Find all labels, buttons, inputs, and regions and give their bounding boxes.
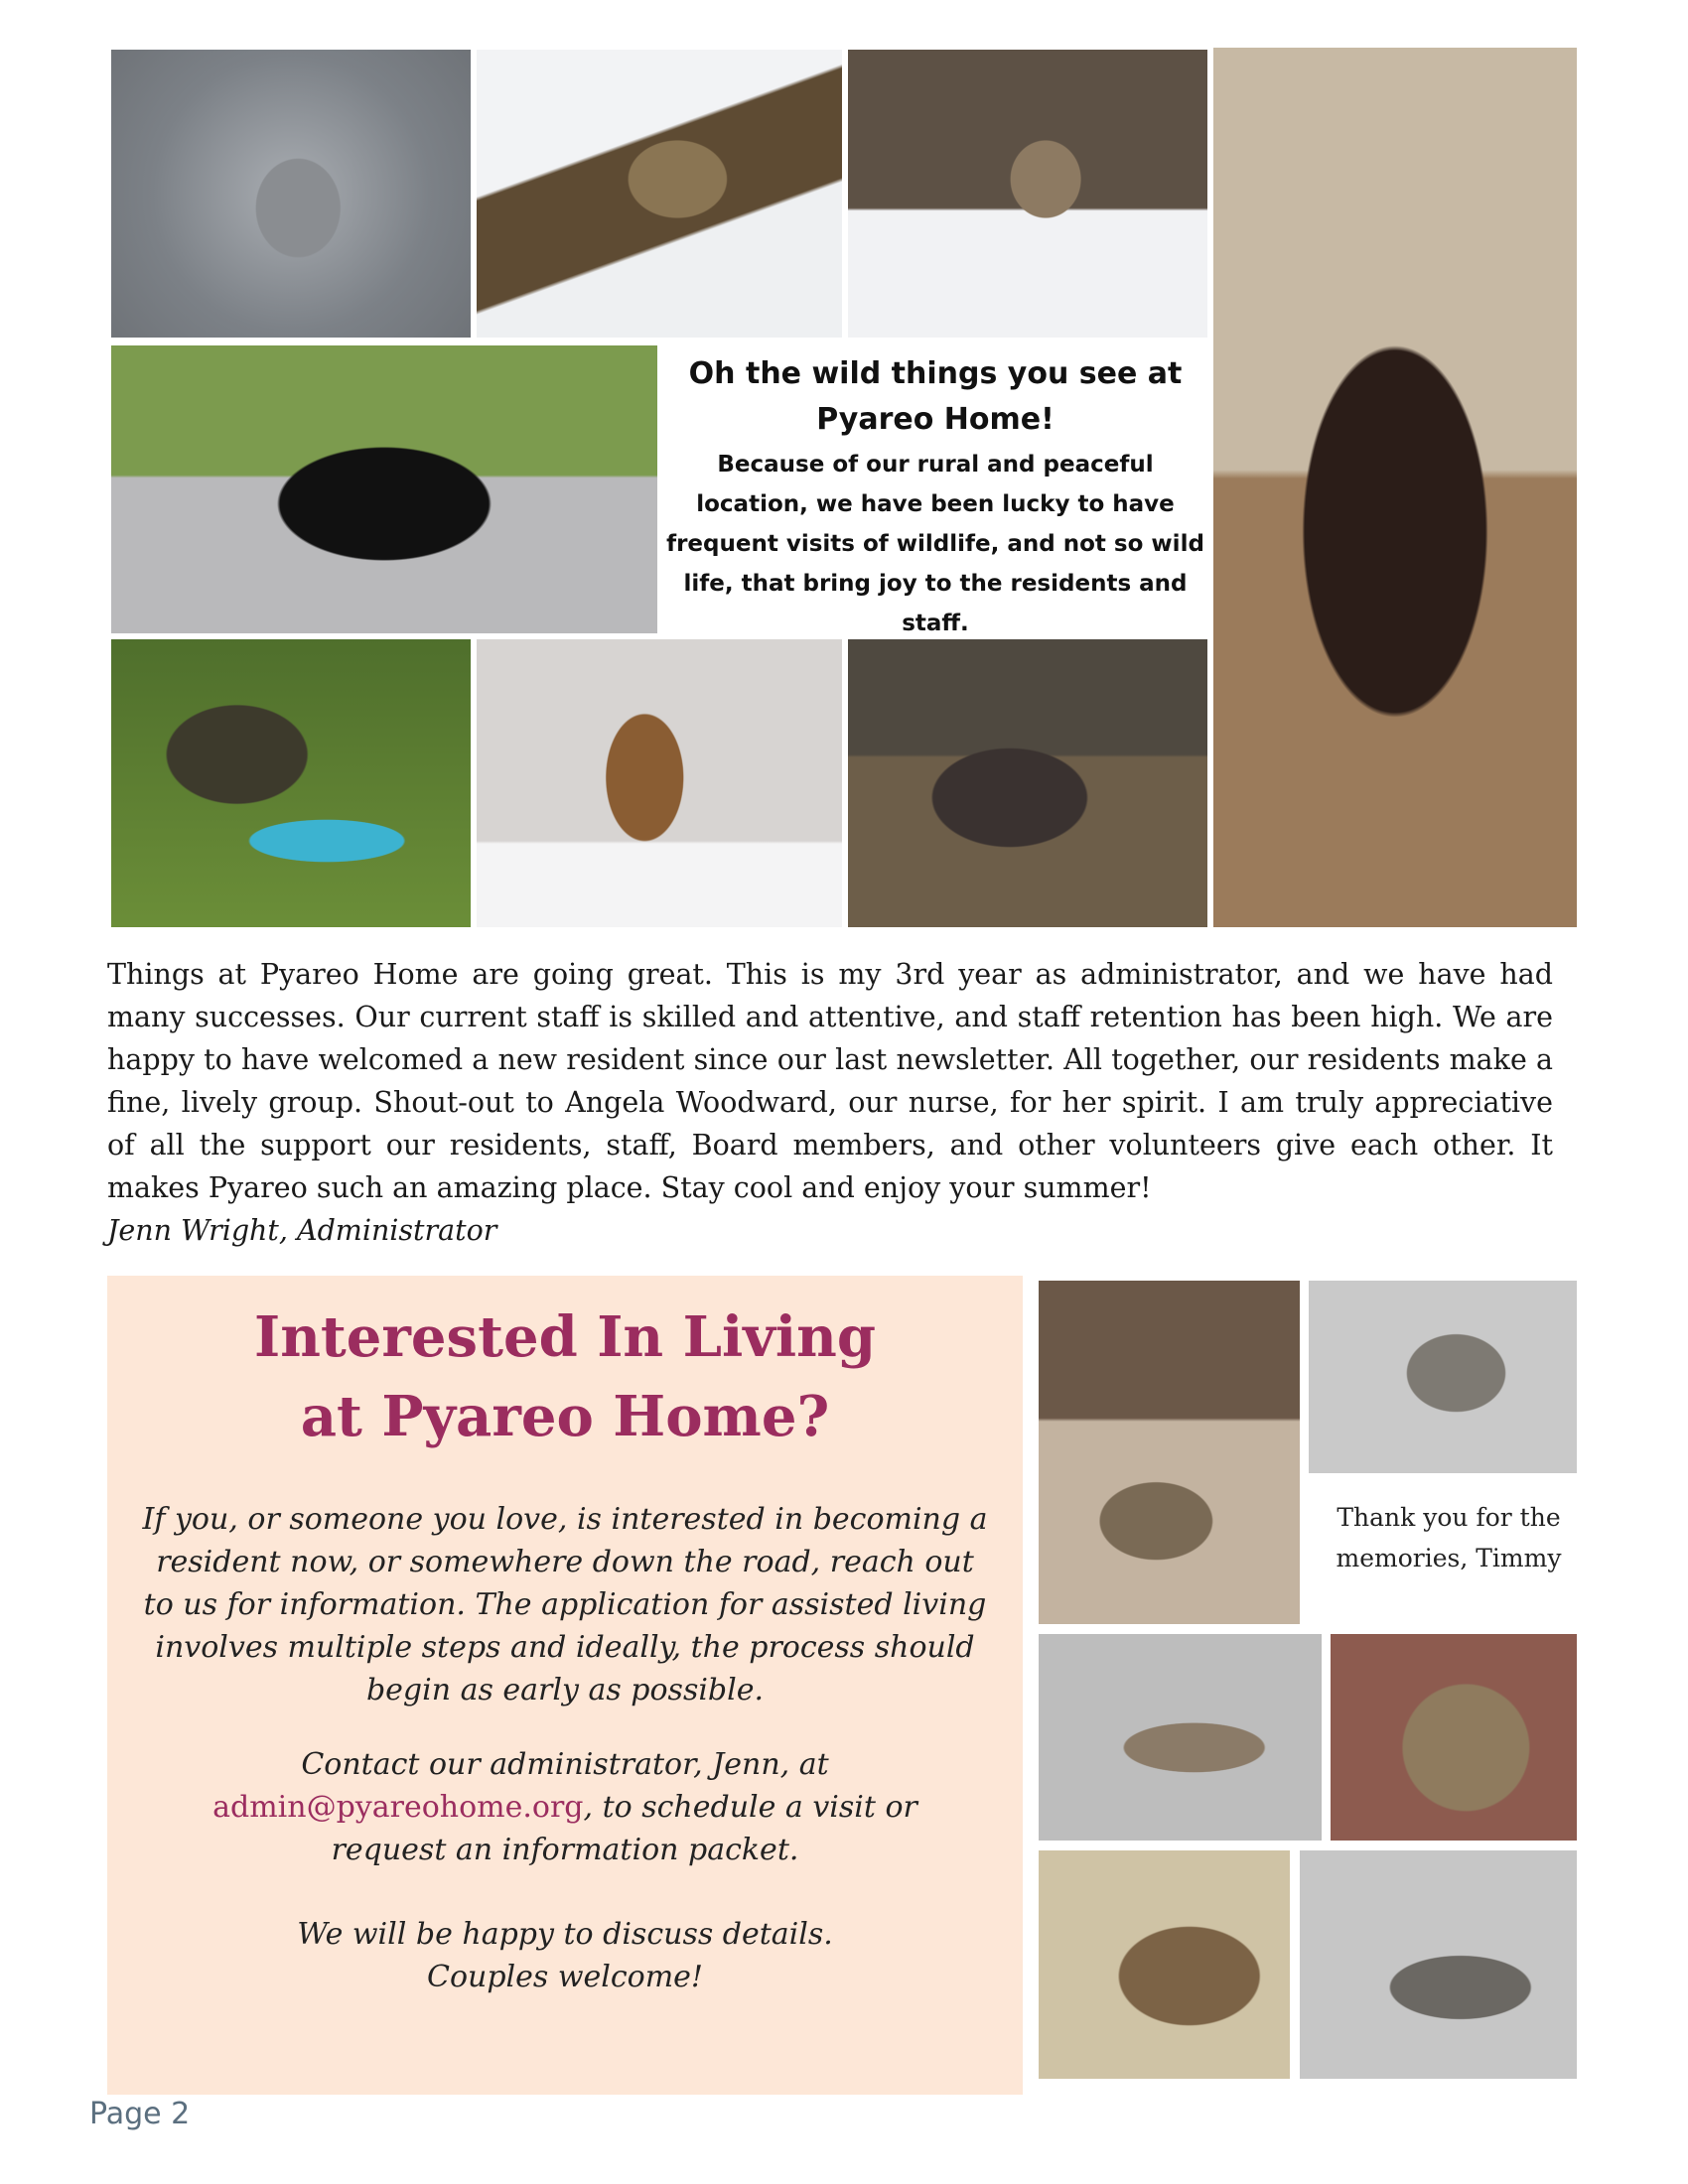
photo-cat-rolling (1039, 1634, 1322, 1841)
photo-cat-sitting (1309, 1281, 1577, 1473)
wildlife-caption-body: Because of our rural and peaceful location, we have been lucky to have frequent visits of wildlife, and not so wild life, that bring joy to the residents and staff. (666, 452, 1204, 636)
wildlife-caption-title: Oh the wild things you see at Pyareo Home! (688, 356, 1183, 437)
contact-email-link[interactable]: admin@pyareohome.org (212, 1790, 584, 1825)
photo-raccoon (111, 639, 471, 927)
wildlife-caption (663, 347, 1207, 637)
photo-deer (848, 50, 1207, 338)
administrator-note-body: Things at Pyareo Home are going great. This is my 3rd year as administrator, and we have had many successes. Our current staff is skilled and attentive, and staff retention has been high. We are happy to have welcomed a new resident since our last newsletter. All together, our residents make a fine, lively group. Shout-out to Angela Woodward, our nurse, for her spirit. I am truly appreciative of all the support our residents, staff, Board members, and other volunteers give each other. It makes Pyareo such an amazing place. Stay cool and enjoy your summer! (107, 958, 1553, 1204)
photo-cat-plants (1039, 1281, 1300, 1624)
interested-living-title: Interested In Living at Pyareo Home? (254, 1304, 876, 1449)
photo-squirrel (111, 50, 471, 338)
photo-turkey (848, 639, 1207, 927)
photo-bear (111, 345, 657, 633)
photo-cat-yawning (1039, 1850, 1290, 2079)
closing-line-2: Couples welcome! (427, 1960, 703, 1994)
photo-bobcat (477, 50, 842, 338)
contact-paragraph (188, 1743, 942, 1871)
closing-line-1: We will be happy to discuss details. (297, 1917, 833, 1952)
cat-tribute-caption: Thank you for the memories, Timmy (1336, 1503, 1562, 1572)
page-number: Page 2 (89, 2097, 191, 2131)
administrator-signature: Jenn Wright, Administrator (107, 1214, 497, 1247)
interested-living-box (107, 1276, 1023, 2095)
photo-cat-lying (1300, 1850, 1577, 2079)
photo-cat-face (1331, 1634, 1577, 1841)
contact-prefix: Contact our administrator, Jenn, at (301, 1747, 829, 1782)
administrator-note (107, 953, 1553, 1252)
photo-donkey (1213, 48, 1577, 927)
interested-living-paragraph: If you, or someone you love, is interested in becoming a resident now, or somewhere down the road, reach out to us for information. The application for assisted living involves multiple steps and ideally, the process should begin as early as possible. (142, 1502, 988, 1707)
closing-paragraph (217, 1913, 913, 1998)
contact-suffix: , to schedule a visit or request an information packet. (331, 1790, 917, 1867)
photo-hawk (477, 639, 842, 927)
